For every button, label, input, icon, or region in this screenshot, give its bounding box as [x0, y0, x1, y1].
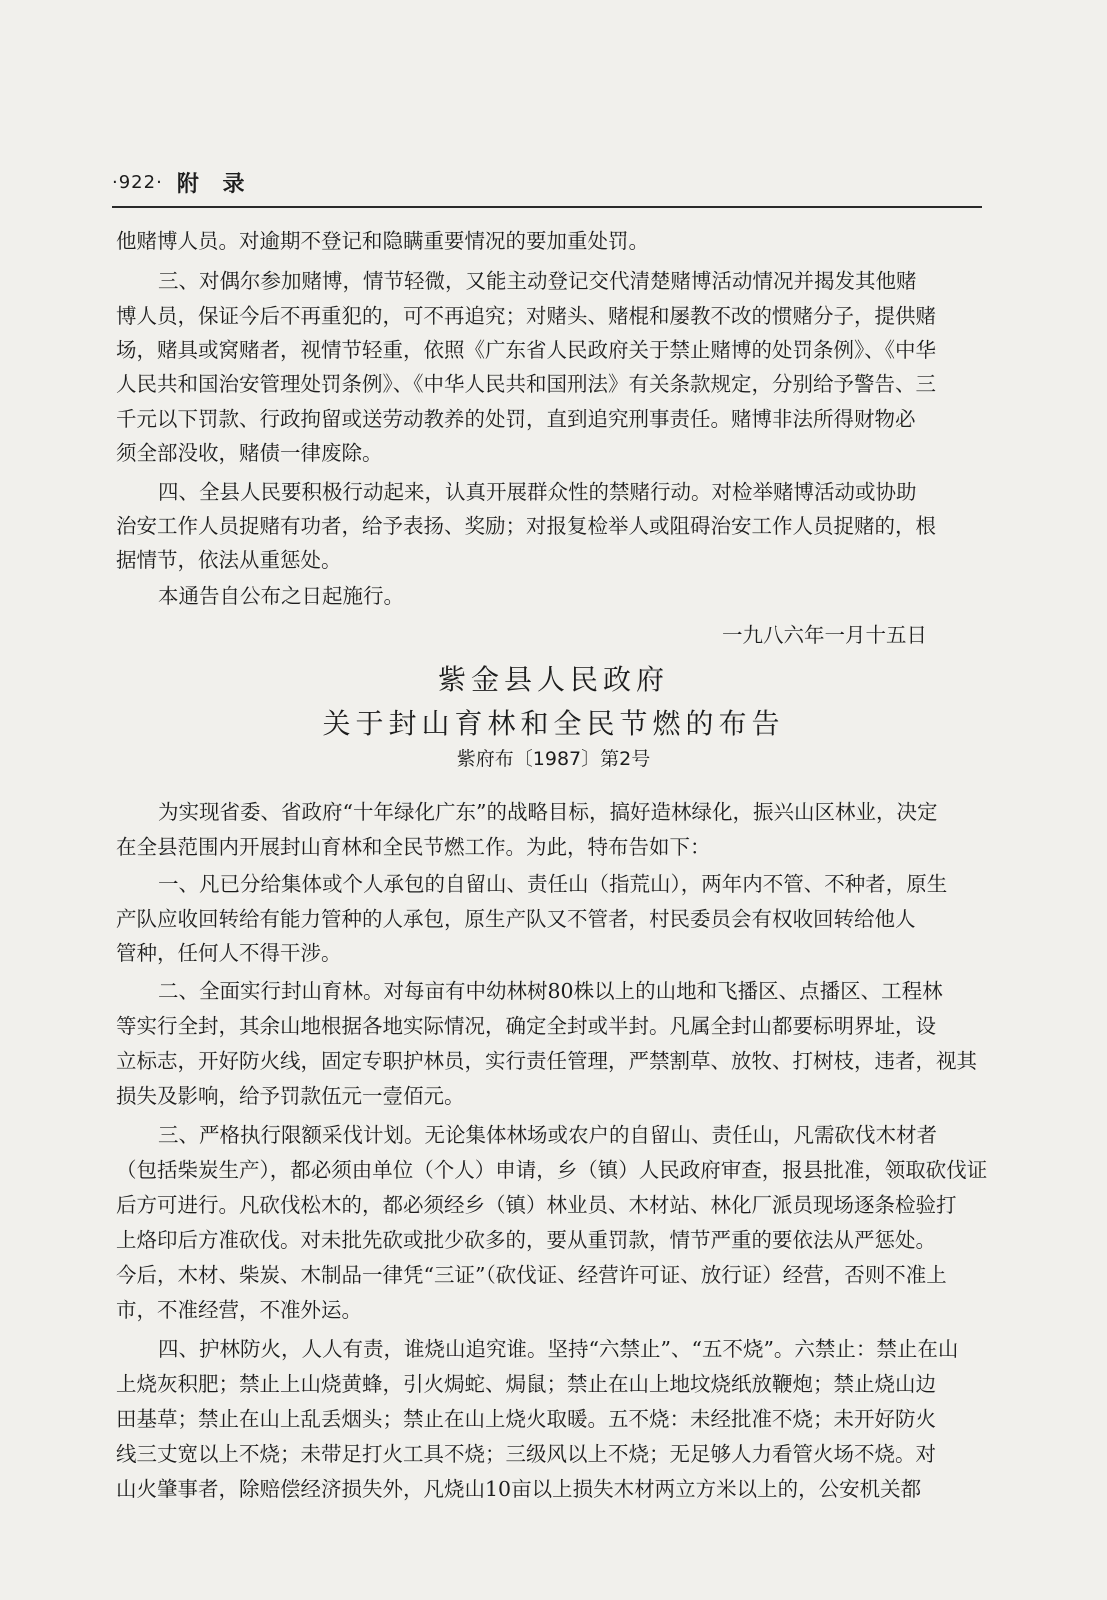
paragraph-line: 治安工作人员捉赌有功者，给予表扬、奖励；对报复检举人或阻碍治安工作人员捉赌的，根	[116, 514, 936, 538]
paragraph-line: 人民共和国治安管理处罚条例》、《中华人民共和国刑法》有关条款规定，分别给予警告、三	[116, 372, 936, 396]
paragraph-line: 据情节，依法从重惩处。	[116, 548, 342, 572]
paragraph-line: 博人员，保证今后不再重犯的，可不再追究；对赌头、赌棍和屡教不改的惯赌分子，提供赌	[116, 304, 936, 328]
paragraph-line: 管种，任何人不得干涉。	[116, 941, 342, 965]
paragraph-line: 一、凡已分给集体或个人承包的自留山、责任山（指荒山），两年内不管、不种者，原生	[158, 872, 948, 896]
paragraph-line: 后方可进行。凡砍伐松木的，都必须经乡（镇）林业员、木材站、林化厂派员现场逐条检验打	[116, 1193, 957, 1217]
paragraph-line: 今后，木材、柴炭、木制品一律凭“三证”（砍伐证、经营许可证、放行证）经营，否则不准上	[116, 1263, 947, 1287]
paragraph-line: 市，不准经营，不准外运。	[116, 1298, 362, 1322]
paragraph-line: 立标志，开好防火线，固定专职护林员，实行责任管理，严禁割草、放牧、打树枝，违者，视其	[116, 1049, 977, 1073]
paragraph-line: 三、对偶尔参加赌博，情节轻微，又能主动登记交代清楚赌博活动情况并揭发其他赌	[158, 269, 917, 293]
paragraph-line: 等实行全封，其余山地根据各地实际情况，确定全封或半封。凡属全封山都要标明界址，设	[116, 1014, 936, 1038]
paragraph-line: 千元以下罚款、行政拘留或送劳动教养的处罚，直到追究刑事责任。赌博非法所得财物必	[116, 407, 916, 431]
paragraph-line: 本通告自公布之日起施行。	[158, 584, 404, 608]
paragraph-line: 四、护林防火，人人有责，谁烧山追究谁。坚持“六禁止”、“五不烧”。六禁止：禁止在山	[158, 1337, 959, 1361]
header-rule	[112, 206, 982, 208]
paragraph-line: 场，赌具或窝赌者，视情节轻重，依照《广东省人民政府关于禁止赌博的处罚条例》、《中华	[116, 338, 936, 362]
paragraph-line: 在全县范围内开展封山育林和全民节燃工作。为此，特布告如下：	[116, 835, 711, 859]
page-number: ·922·	[112, 171, 163, 193]
section-title: 附 录	[176, 171, 253, 197]
paragraph-line: 为实现省委、省政府“十年绿化广东”的战略目标，搞好造林绿化，振兴山区林业，决定	[158, 800, 938, 824]
page-header	[112, 165, 1012, 199]
paragraph-line: 产队应收回转给有能力管种的人承包，原生产队又不管者，村民委员会有权收回转给他人	[116, 907, 916, 931]
paragraph-line: 二、全面实行封山育林。对每亩有中幼林树80株以上的山地和飞播区、点播区、工程林	[158, 979, 943, 1003]
paragraph-line: （包括柴炭生产），都必须由单位（个人）申请，乡（镇）人民政府审查，报县批准，领取砍伐证	[116, 1158, 988, 1182]
paragraph-line: 他赌博人员。对逾期不登记和隐瞒重要情况的要加重处罚。	[116, 229, 649, 253]
paragraph-line: 上烧灰积肥；禁止上山烧黄蜂，引火焗蛇、焗鼠；禁止在山上地坟烧纸放鞭炮；禁止烧山边	[116, 1372, 936, 1396]
notice-title-issuer: 紫金县人民政府	[437, 663, 669, 696]
paragraph-line: 四、全县人民要积极行动起来，认真开展群众性的禁赌行动。对检举赌博活动或协助	[158, 480, 917, 504]
paragraph-line: 三、严格执行限额采伐计划。无论集体林场或农户的自留山、责任山，凡需砍伐木材者	[158, 1123, 937, 1147]
paragraph-line: 山火肇事者，除赔偿经济损失外，凡烧山10亩以上损失木材两立方米以上的，公安机关都	[116, 1477, 922, 1501]
paragraph-line: 损失及影响，给予罚款伍元一壹佰元。	[116, 1084, 465, 1108]
paragraph-line: 线三丈宽以上不烧；未带足打火工具不烧；三级风以上不烧；无足够人力看管火场不烧。对	[116, 1442, 936, 1466]
notice-date: 一九八六年一月十五日	[722, 623, 927, 647]
paragraph-line: 田基草；禁止在山上乱丢烟头；禁止在山上烧火取暖。五不烧：未经批准不烧；未开好防火	[116, 1407, 936, 1431]
notice-title: 关于封山育林和全民节燃的布告	[322, 707, 785, 740]
paragraph-line: 上烙印后方准砍伐。对未批先砍或批少砍多的，要从重罚款，情节严重的要依法从严惩处。	[116, 1228, 936, 1252]
document-number: 紫府布〔1987〕第2号	[456, 748, 651, 770]
paragraph-line: 须全部没收，赌债一律废除。	[116, 441, 383, 465]
